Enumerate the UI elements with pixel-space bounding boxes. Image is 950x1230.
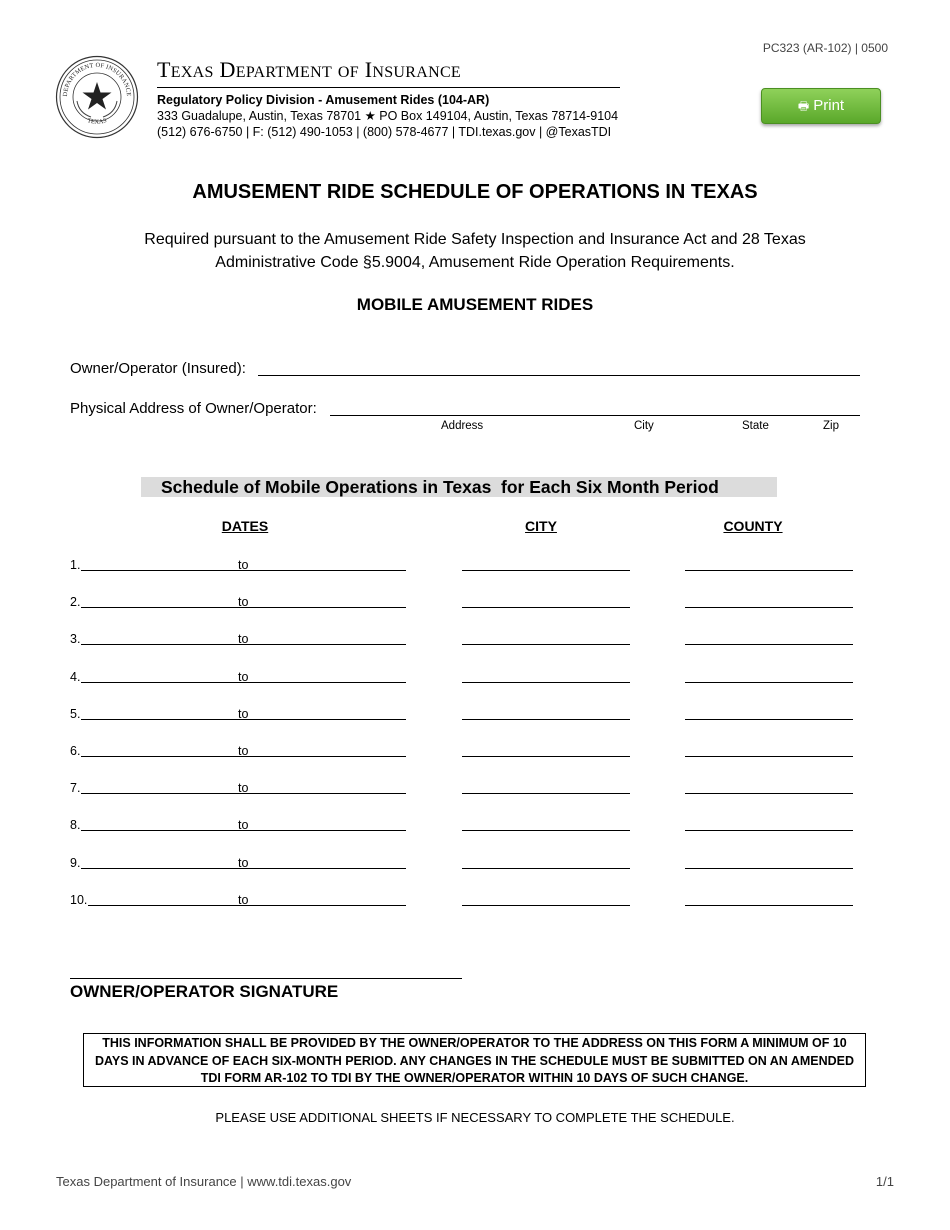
dates-header: DATES — [221, 518, 269, 534]
county-field[interactable] — [685, 830, 853, 831]
row-number: 2. — [70, 595, 81, 610]
county-field[interactable] — [685, 607, 853, 608]
zip-caption: Zip — [823, 420, 839, 432]
print-button-label: Print — [813, 97, 845, 114]
city-header: CITY — [525, 518, 557, 534]
city-field[interactable] — [462, 607, 630, 608]
row-number: 1. — [70, 558, 81, 572]
row-number: 7. — [70, 781, 81, 796]
city-field[interactable] — [462, 905, 630, 906]
city-field[interactable] — [462, 570, 630, 571]
svg-text:TEXAS: TEXAS — [86, 117, 108, 126]
schedule-banner: Schedule of Mobile Operations in Texas for Each Six Month Period — [141, 477, 777, 497]
to-label: to — [238, 669, 249, 684]
county-field[interactable] — [685, 868, 853, 869]
signature-field[interactable] — [70, 978, 462, 979]
owner-field-label: Owner/Operator (Insured): — [70, 360, 246, 377]
agency-contact: (512) 676-6750 | F: (512) 490-1053 | (800) 578-4677 | TDI.texas.gov | @TexasTDI — [157, 125, 612, 139]
row-number: 4. — [70, 669, 81, 684]
city-field[interactable] — [462, 868, 630, 869]
state-caption: State — [742, 420, 769, 432]
to-label: to — [238, 781, 249, 796]
county-field[interactable] — [685, 644, 853, 645]
county-field[interactable] — [685, 719, 853, 720]
address-field-label: Physical Address of Owner/Operator: — [70, 400, 317, 417]
section-title: MOBILE AMUSEMENT RIDES — [356, 295, 594, 314]
to-label: to — [238, 632, 249, 647]
tdi-seal-logo — [55, 55, 139, 139]
row-number: 10. — [70, 892, 88, 907]
agency-address: 333 Guadalupe, Austin, Texas 78701 ★ PO Box 149104, Austin, Texas 78714-9104 — [157, 109, 619, 123]
to-label: to — [238, 706, 249, 721]
svg-text:DEPARTMENT OF INSURANCE: DEPARTMENT OF INSURANCE — [61, 61, 133, 97]
to-label: to — [238, 558, 249, 572]
county-field[interactable] — [685, 905, 853, 906]
agency-division: Regulatory Policy Division - Amusement Rides (104-AR) — [157, 93, 490, 107]
owner-field-input[interactable] — [258, 375, 860, 376]
page-title: AMUSEMENT RIDE SCHEDULE OF OPERATIONS IN TEXAS — [192, 181, 758, 203]
signature-label: OWNER/OPERATOR SIGNATURE — [70, 982, 339, 1001]
to-label: to — [238, 818, 249, 833]
city-caption: City — [634, 420, 654, 432]
county-field[interactable] — [685, 793, 853, 794]
row-number: 3. — [70, 632, 81, 647]
row-number: 5. — [70, 706, 81, 721]
agency-name: TEXAS DEPARTMENT OF INSURANCE — [157, 58, 620, 88]
to-label: to — [238, 855, 249, 870]
city-field[interactable] — [462, 682, 630, 683]
row-number: 8. — [70, 818, 81, 833]
city-field[interactable] — [462, 719, 630, 720]
to-label: to — [238, 595, 249, 610]
to-label: to — [238, 744, 249, 758]
page-subtitle: Required pursuant to the Amusement Ride Safety Inspection and Insurance Act and 28 Texas Administrative Code §5.9004, Amusement Ride Operation Requirements. — [144, 231, 806, 271]
printer-icon: 🖶 — [797, 99, 810, 113]
county-field[interactable] — [685, 756, 853, 757]
additional-sheets-note: PLEASE USE ADDITIONAL SHEETS IF NECESSARY TO COMPLETE THE SCHEDULE. — [215, 1110, 735, 1125]
footer-agency: Texas Department of Insurance | www.tdi.texas.gov — [56, 1174, 352, 1189]
county-header: COUNTY — [723, 518, 783, 534]
city-field[interactable] — [462, 644, 630, 645]
address-caption: Address — [441, 420, 484, 432]
county-field[interactable] — [685, 570, 853, 571]
city-field[interactable] — [462, 830, 630, 831]
city-field[interactable] — [462, 756, 630, 757]
print-button[interactable] — [761, 88, 881, 124]
city-field[interactable] — [462, 793, 630, 794]
county-field[interactable] — [685, 682, 853, 683]
address-field-input[interactable] — [330, 415, 860, 416]
row-number: 6. — [70, 744, 81, 758]
agency-header — [157, 58, 620, 140]
notice-box: THIS INFORMATION SHALL BE PROVIDED BY THE OWNER/OPERATOR TO THE ADDRESS ON THIS FORM A MINIMUM OF 10 DAYS IN ADVANCE OF EACH SIX-MONTH PERIOD. ANY CHANGES IN THE SCHEDULE MUST BE SUBMITTED ON AN AMENDED TDI FORM AR-102 TO TDI BY THE OWNER/OPERATOR WITHIN 10 DAYS OF SUCH CHANGE. — [83, 1033, 866, 1087]
page-number: 1/1 — [875, 1174, 894, 1189]
row-number: 9. — [70, 855, 81, 870]
form-id: PC323 (AR-102) | 0500 — [762, 41, 888, 55]
to-label: to — [238, 892, 249, 907]
